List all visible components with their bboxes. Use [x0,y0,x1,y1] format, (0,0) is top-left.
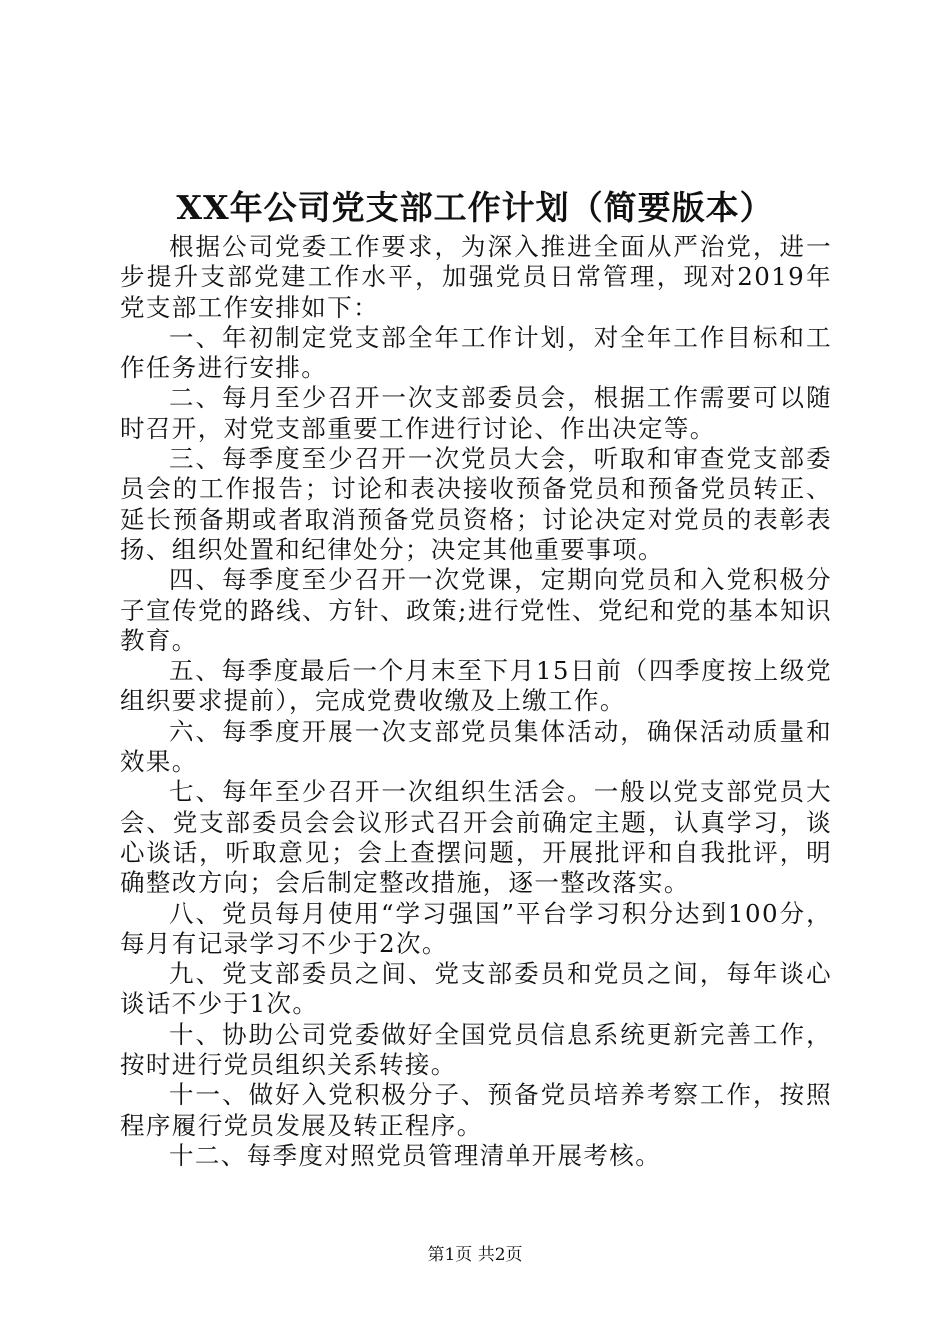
item-paragraph-5: 五、每季度最后一个月末至下月15日前（四季度按上级党组织要求提前），完成党费收缴及上缴工作。 [120,656,832,716]
item-paragraph-9: 九、党支部委员之间、党支部委员和党员之间，每年谈心谈话不少于1次。 [120,959,832,1019]
item-paragraph-10: 十、协助公司党委做好全国党员信息系统更新完善工作，按时进行党员组织关系转接。 [120,1019,832,1080]
intro-paragraph: 根据公司党委工作要求，为深入推进全面从严治党，进一步提升支部党建工作水平，加强党员日常管理，现对2019年党支部工作安排如下： [120,232,832,322]
item-paragraph-1: 一、年初制定党支部全年工作计划，对全年工作目标和工作任务进行安排。 [120,322,832,383]
item-paragraph-3: 三、每季度至少召开一次党员大会，听取和审查党支部委员会的工作报告；讨论和表决接收预备党员和预备党员转正、延长预备期或者取消预备党员资格；讨论决定对党员的表彰表扬、组织处置和纪律处分；决定其他重要事项。 [120,444,832,564]
item-paragraph-4: 四、每季度至少召开一次党课，定期向党员和入党积极分子宣传党的路线、方针、政策;进行党性、党纪和党的基本知识教育。 [120,565,832,655]
document-title: XX年公司党支部工作计划（简要版本） [176,188,774,227]
item-paragraph-6: 六、每季度开展一次支部党员集体活动，确保活动质量和效果。 [120,716,832,777]
item-paragraph-12: 十二、每季度对照党员管理清单开展考核。 [169,1140,662,1170]
item-paragraph-7: 七、每年至少召开一次组织生活会。一般以党支部党员大会、党支部委员会会议形式召开会前确定主题，认真学习，谈心谈话，听取意见；会上查摆问题，开展批评和自我批评，明确整改方向；会后制定整改措施，逐一整改落实。 [120,777,832,898]
item-paragraph-2: 二、每月至少召开一次支部委员会，根据工作需要可以随时召开，对党支部重要工作进行讨论、作出决定等。 [120,383,832,443]
item-paragraph-8: 八、党员每月使用“学习强国”平台学习积分达到100分，每月有记录学习不少于2次。 [120,898,832,958]
page-number-footer: 第1页 共2页 [427,1245,523,1265]
item-paragraph-11: 十一、做好入党积极分子、预备党员培养考察工作，按照程序履行党员发展及转正程序。 [120,1080,832,1140]
document-body [120,232,832,1171]
